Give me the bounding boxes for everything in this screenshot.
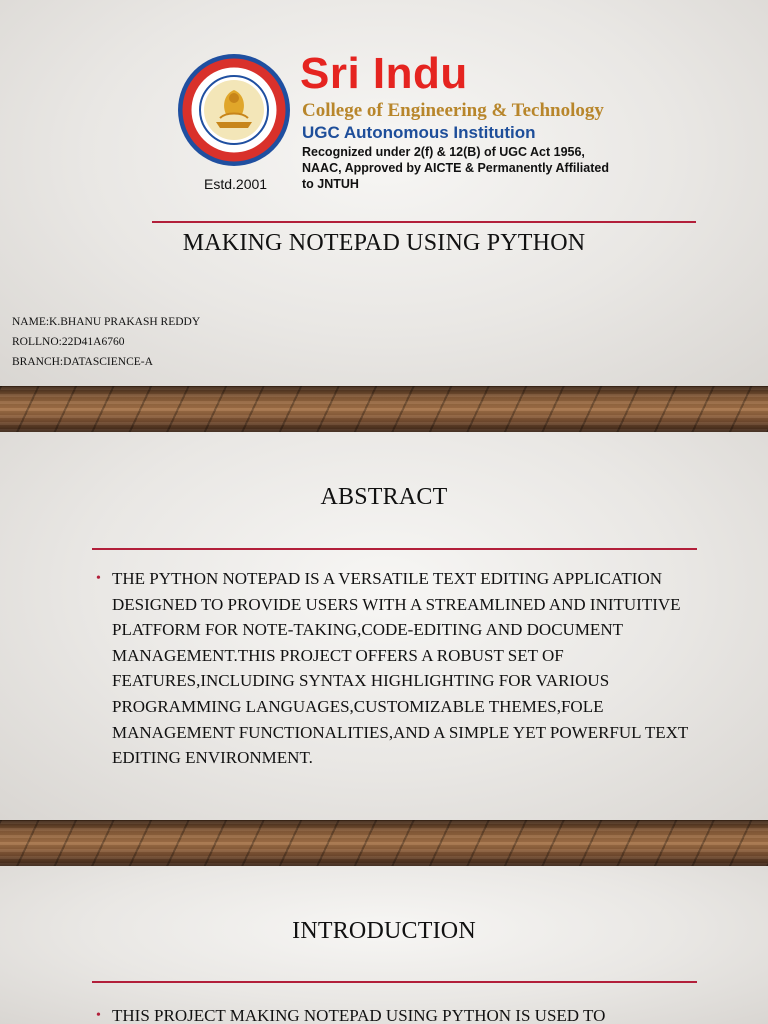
established-year: Estd.2001	[204, 176, 268, 192]
brand-name: Sri Indu	[300, 49, 468, 98]
bullet-icon: •	[96, 571, 101, 586]
cover-slide	[0, 0, 768, 386]
brand-college: College of Engineering & Technology	[302, 100, 604, 121]
abstract-title: ABSTRACT	[320, 484, 448, 510]
college-seal-icon	[176, 52, 292, 168]
student-roll: ROLLNO:22D41A6760	[12, 336, 125, 348]
introduction-slide	[0, 866, 768, 1024]
student-name: NAME:K.BHANU PRAKASH REDDY	[12, 316, 201, 328]
wood-floor-divider	[0, 386, 768, 432]
abstract-rule	[92, 548, 697, 550]
student-info	[12, 312, 200, 372]
abstract-text: THE PYTHON NOTEPAD IS A VERSATILE TEXT EDITING APPLICATION DESIGNED TO PROVIDE USERS WITH A STREAMLINED AND INITUITIVE PLATFORM FOR NOTE-TAKING,CODE-EDITING AND DOCUMENT MANAGEMENT.THIS PROJECT OFFERS A ROBUST SET OF FEATURES,INCLUDING SYNTAX HIGHLIGHTING FOR VARIOUS PROGRAMMING LANGUAGES,CUSTOMIZABLE THEMES,FOLE MANAGEMENT FUNCTIONALITIES,AND A SIMPLE YET POWERFUL TEXT EDITING ENVIRONMENT.	[112, 569, 688, 768]
student-branch: BRANCH:DATASCIENCE-A	[12, 356, 153, 368]
college-logo	[176, 49, 616, 197]
abstract-bullet	[96, 566, 696, 771]
introduction-title: INTRODUCTION	[292, 918, 476, 944]
brand-recognition: Recognized under 2(f) & 12(B) of UGC Act 1956, NAAC, Approved by AICTE & Permanently Affiliated to JNTUH	[302, 145, 609, 191]
brand-autonomy: UGC Autonomous Institution	[302, 123, 536, 142]
bullet-icon: •	[96, 1008, 101, 1023]
introduction-bullet	[96, 1003, 696, 1024]
wood-floor-divider	[0, 820, 768, 866]
cover-title: MAKING NOTEPAD USING PYTHON	[182, 230, 586, 256]
abstract-slide	[0, 432, 768, 820]
introduction-rule	[92, 981, 697, 983]
title-rule	[152, 221, 696, 223]
introduction-text: THIS PROJECT MAKING NOTEPAD USING PYTHON IS USED TO	[112, 1006, 606, 1024]
